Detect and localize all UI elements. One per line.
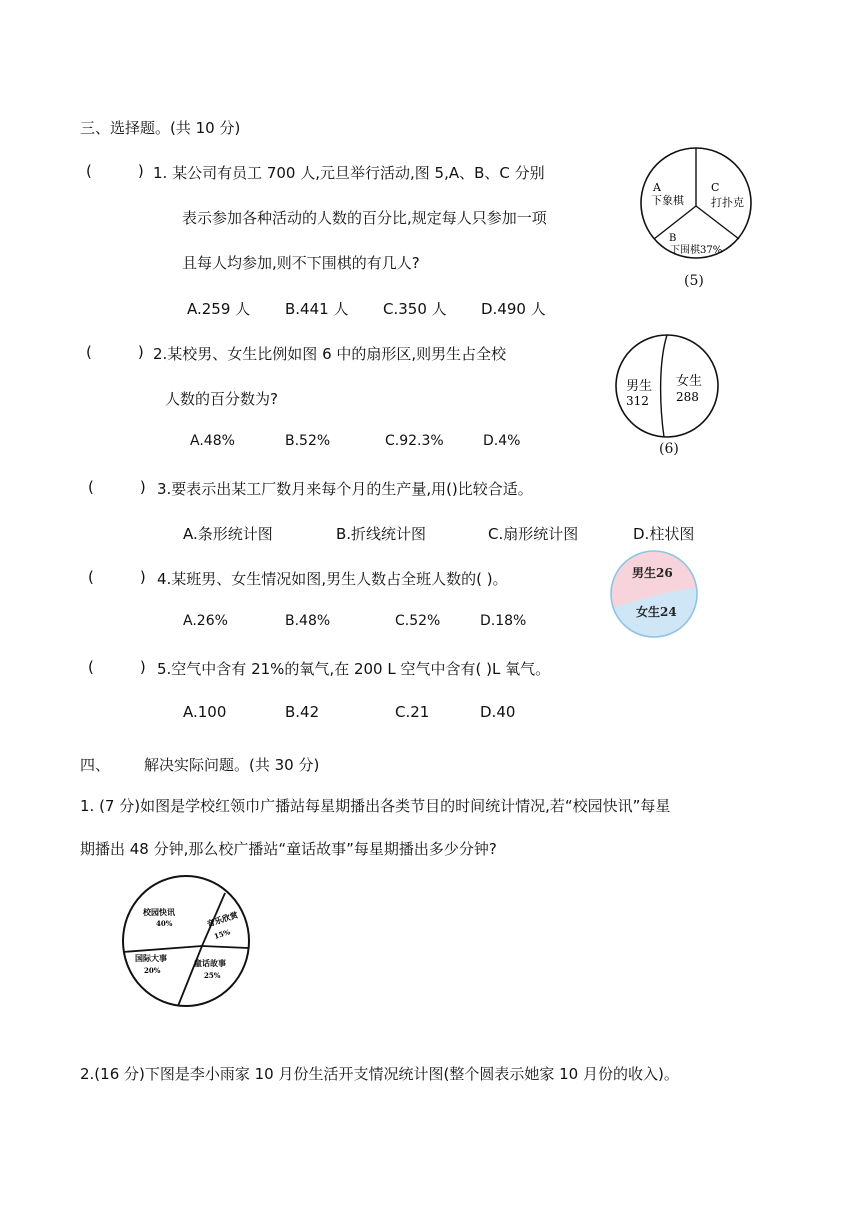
p1-s2-label: 音乐欣赏 (205, 909, 240, 929)
q1-line1: 1. 某公司有员工 700 人,元旦举行活动,图 5,A、B、C 分别 (153, 164, 545, 182)
p1-s3-pct: 20% (144, 966, 161, 975)
section-4-number: 四、 (80, 756, 111, 774)
q3-line1: 3.要表示出某工厂数月来每个月的生产量,用()比较合适。 (157, 480, 533, 498)
q4-option-c[interactable]: C.52% (395, 613, 441, 629)
fig5-slice-c-letter: C (711, 181, 720, 194)
p1-line1: 1. (7 分)如图是学校红领巾广播站每星期播出各类节目的时间统计情况,若“校园快讯”每星 (80, 797, 671, 815)
q1-paren-open: ( (86, 162, 92, 180)
q1-option-d[interactable]: D.490 人 (481, 300, 546, 318)
q2-paren-close: ) (137, 343, 144, 361)
q5-paren-close: ) (139, 658, 146, 676)
p1-s3-label: 国际大事 (135, 953, 167, 963)
figure-6-pie-chart (612, 334, 722, 438)
q4-paren-open: ( (88, 568, 94, 586)
q4-girls-label: 女生24 (636, 605, 677, 619)
q4-boys-label: 男生26 (632, 566, 673, 580)
q2-option-b[interactable]: B.52% (285, 433, 331, 449)
p1-pie-chart (120, 874, 254, 1010)
q2-line1: 2.某校男、女生比例如图 6 中的扇形区,则男生占全校 (153, 345, 507, 363)
section-3-title: 三、选择题。(共 10 分) (80, 119, 241, 137)
q1-answer-paren[interactable] (86, 162, 144, 180)
q4-pie-chart (607, 549, 701, 639)
figure-6-caption: (6) (659, 441, 679, 457)
q5-option-a[interactable]: A.100 (183, 703, 227, 721)
q3-option-c[interactable]: C.扇形统计图 (488, 525, 579, 543)
p1-s1-pct: 40% (156, 919, 173, 928)
fig5-slice-b-letter: B (669, 233, 677, 244)
q2-paren-open: ( (86, 343, 92, 361)
q2-option-a[interactable]: A.48% (190, 433, 235, 449)
q5-answer-paren[interactable] (88, 658, 146, 676)
q4-option-d[interactable]: D.18% (480, 613, 527, 629)
q1-line3: 且每人均参加,则不下围棋的有几人? (182, 254, 420, 272)
q1-option-a[interactable]: A.259 人 (187, 300, 251, 318)
q3-paren-open: ( (88, 478, 94, 496)
q1-paren-close: ) (137, 162, 144, 180)
figure-5-caption: (5) (684, 273, 704, 289)
q3-option-a[interactable]: A.条形统计图 (183, 525, 273, 543)
q5-option-b[interactable]: B.42 (285, 703, 320, 721)
figure-5-pie-chart (633, 146, 759, 266)
q2-option-c[interactable]: C.92.3% (385, 433, 444, 449)
q4-option-a[interactable]: A.26% (183, 613, 228, 629)
fig5-slice-a-label: 下象棋 (651, 194, 684, 207)
q5-paren-open: ( (88, 658, 94, 676)
q2-answer-paren[interactable] (86, 343, 144, 361)
fig5-slice-a-letter: A (653, 181, 661, 194)
fig6-girls-label: 女生 (676, 374, 703, 389)
fig6-girls-value: 288 (676, 390, 699, 404)
p2-line1: 2.(16 分)下图是李小雨家 10 月份生活开支情况统计图(整个圆表示她家 10 月份的收入)。 (80, 1065, 679, 1083)
q4-line1: 4.某班男、女生情况如图,男生人数占全班人数的( )。 (157, 570, 508, 588)
q3-paren-close: ) (139, 478, 146, 496)
q1-option-c[interactable]: C.350 人 (383, 300, 447, 318)
q2-option-d[interactable]: D.4% (483, 433, 521, 449)
fig6-boys-value: 312 (626, 394, 649, 408)
q3-option-b[interactable]: B.折线统计图 (336, 525, 427, 543)
q3-option-d[interactable]: D.柱状图 (633, 525, 695, 543)
fig5-slice-b-label: 下围棋37% (670, 245, 723, 256)
q5-option-d[interactable]: D.40 (480, 703, 516, 721)
p1-s1-label: 校园快讯 (143, 907, 175, 917)
q4-option-b[interactable]: B.48% (285, 613, 331, 629)
p1-s2-pct: 15% (212, 927, 232, 941)
q1-line2: 表示参加各种活动的人数的百分比,规定每人只参加一项 (182, 209, 547, 227)
q4-paren-close: ) (139, 568, 146, 586)
p1-s4-label: 童话故事 (194, 958, 226, 968)
q2-line2: 人数的百分数为? (165, 390, 278, 408)
q5-option-c[interactable]: C.21 (395, 703, 430, 721)
section-4-title: 解决实际问题。(共 30 分) (144, 756, 320, 774)
q4-answer-paren[interactable] (88, 568, 146, 586)
q3-answer-paren[interactable] (88, 478, 146, 496)
fig5-slice-c-label: 打扑克 (711, 196, 744, 209)
p1-line2: 期播出 48 分钟,那么校广播站“童话故事”每星期播出多少分钟? (80, 840, 497, 858)
fig6-boys-label: 男生 (626, 379, 653, 394)
q5-line1: 5.空气中含有 21%的氧气,在 200 L 空气中含有( )L 氧气。 (157, 660, 551, 678)
p1-s4-pct: 25% (204, 971, 221, 980)
q1-option-b[interactable]: B.441 人 (285, 300, 349, 318)
